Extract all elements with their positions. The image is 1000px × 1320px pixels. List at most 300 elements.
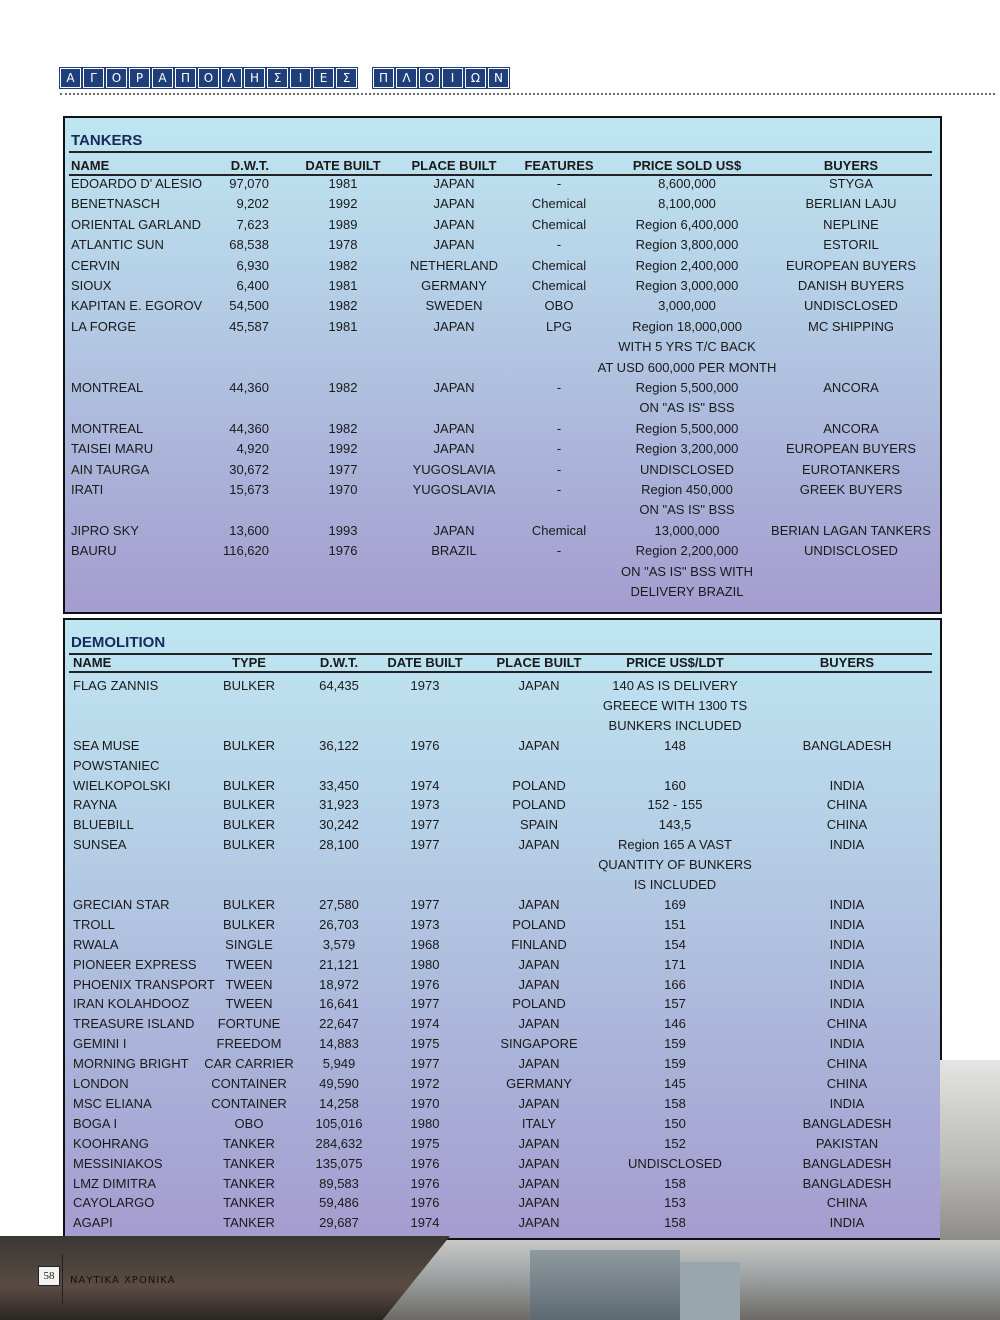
table-cell: 4,920 bbox=[236, 441, 269, 457]
table-cell: INDIA bbox=[829, 916, 865, 932]
table-cell: 16,641 bbox=[319, 996, 359, 1012]
table-cell: BULKER bbox=[222, 837, 276, 853]
table-cell: JAPAN bbox=[518, 837, 560, 853]
table-cell: WIELKOPOLSKI bbox=[73, 777, 171, 793]
truck-cab-image bbox=[680, 1262, 740, 1320]
table-cell: WITH 5 YRS T/C BACK bbox=[618, 339, 756, 355]
table-cell: TANKER bbox=[223, 1195, 275, 1211]
table-cell: JAPAN bbox=[518, 1215, 560, 1231]
table-cell: 166 bbox=[664, 976, 686, 992]
table-cell: LA FORGE bbox=[71, 318, 137, 334]
column-header: FEATURES bbox=[524, 158, 594, 173]
table-cell: EUROPEAN BUYERS bbox=[785, 441, 917, 457]
table-cell: GERMANY bbox=[506, 1076, 572, 1091]
table-cell: Region 6,400,000 bbox=[635, 216, 739, 232]
table-cell: INDIA bbox=[829, 777, 865, 793]
tankers-table bbox=[63, 116, 942, 614]
table-cell: 159 bbox=[664, 1056, 686, 1072]
table-cell: TWEEN bbox=[225, 996, 273, 1012]
table-cell: 1970 bbox=[328, 482, 358, 497]
table-cell: 1974 bbox=[410, 1215, 440, 1231]
table-cell: BENETNASCH bbox=[71, 196, 160, 212]
table-cell: FINLAND bbox=[511, 936, 567, 952]
table-cell: POLAND bbox=[512, 996, 566, 1012]
table-cell: ON "AS IS" BSS bbox=[639, 400, 735, 416]
table-cell: STYGA bbox=[828, 176, 874, 191]
table-cell: JAPAN bbox=[433, 522, 475, 538]
table-cell: MORNING BRIGHT bbox=[73, 1056, 189, 1072]
table-cell: 45,587 bbox=[229, 318, 269, 334]
table-cell: CHINA bbox=[826, 817, 868, 833]
table-cell: BAURU bbox=[71, 543, 117, 559]
header-letter-box: Ο bbox=[419, 68, 440, 88]
table-row bbox=[65, 582, 940, 602]
table-cell: POLAND bbox=[512, 797, 566, 813]
table-cell: SEA MUSE bbox=[73, 737, 140, 753]
table-cell: - bbox=[556, 543, 562, 559]
demolition-title: DEMOLITION bbox=[71, 634, 166, 651]
table-cell: TANKER bbox=[223, 1215, 275, 1231]
table-cell: 1977 bbox=[328, 461, 358, 477]
table-row bbox=[65, 1174, 940, 1194]
table-cell: - bbox=[556, 380, 562, 395]
table-cell: JAPAN bbox=[433, 176, 475, 191]
table-cell: JAPAN bbox=[518, 1056, 560, 1072]
header-letter-box: Ω bbox=[465, 68, 486, 88]
table-cell: 5,949 bbox=[322, 1056, 356, 1072]
table-cell: 1977 bbox=[410, 996, 440, 1012]
header-letter-box: Η bbox=[244, 68, 265, 88]
table-row bbox=[65, 460, 940, 480]
table-cell: 29,687 bbox=[319, 1215, 359, 1231]
table-cell: JAPAN bbox=[518, 1175, 560, 1191]
table-row bbox=[65, 378, 940, 398]
table-cell: 13,600 bbox=[229, 522, 269, 538]
table-cell: 30,672 bbox=[229, 461, 269, 477]
header-letter-box: Ο bbox=[198, 68, 219, 88]
table-cell: TREASURE ISLAND bbox=[73, 1016, 195, 1032]
table-cell: JAPAN bbox=[433, 441, 475, 457]
table-cell: PIONEER EXPRESS bbox=[73, 956, 197, 972]
header-letter-box: Λ bbox=[221, 68, 242, 88]
table-cell: YUGOSLAVIA bbox=[412, 482, 496, 497]
table-cell: 1989 bbox=[328, 216, 358, 232]
table-cell: 1976 bbox=[410, 1175, 440, 1191]
table-cell: UNDISCLOSED bbox=[804, 543, 898, 559]
table-cell: 148 bbox=[664, 737, 686, 753]
table-row bbox=[65, 815, 940, 835]
table-cell: 33,450 bbox=[319, 777, 359, 793]
table-row bbox=[65, 696, 940, 716]
table-cell: CAR CARRIER bbox=[204, 1056, 294, 1072]
table-cell: JAPAN bbox=[433, 237, 475, 253]
table-row bbox=[65, 994, 940, 1014]
table-cell: 6,400 bbox=[236, 278, 269, 293]
table-cell: EUROTANKERS bbox=[802, 461, 900, 477]
table-cell: BULKER bbox=[222, 678, 276, 693]
table-cell: CONTAINER bbox=[211, 1095, 287, 1111]
table-cell: 1973 bbox=[410, 797, 440, 813]
table-cell: 59,486 bbox=[319, 1195, 359, 1211]
table-row bbox=[65, 1134, 940, 1154]
table-cell: Chemical bbox=[531, 278, 587, 293]
table-cell: RWALA bbox=[73, 936, 119, 952]
table-cell: Region 3,800,000 bbox=[635, 237, 739, 253]
table-cell: JAPAN bbox=[518, 1135, 560, 1151]
table-cell: GERMANY bbox=[421, 278, 487, 293]
table-cell: Region 2,200,000 bbox=[635, 543, 739, 559]
table-cell: AGAPI bbox=[73, 1215, 113, 1231]
ship-hull-image bbox=[0, 1236, 450, 1320]
table-cell: PHOENIX TRANSPORT bbox=[73, 976, 215, 992]
table-cell: POLAND bbox=[512, 916, 566, 932]
table-row bbox=[65, 1193, 940, 1213]
table-cell: CONTAINER bbox=[211, 1076, 287, 1091]
table-cell: 1977 bbox=[410, 1056, 440, 1072]
table-cell: LPG bbox=[545, 318, 573, 334]
table-cell: Region 3,200,000 bbox=[635, 441, 739, 457]
table-cell: 152 - 155 bbox=[647, 797, 703, 813]
table-cell: SPAIN bbox=[519, 817, 559, 833]
table-cell: 7,623 bbox=[236, 216, 269, 232]
header-letter-box: Γ bbox=[83, 68, 104, 88]
table-cell: 1976 bbox=[410, 737, 440, 753]
table-cell: Region 450,000 bbox=[641, 482, 733, 497]
table-cell: 145 bbox=[664, 1076, 686, 1091]
tankers-header-row bbox=[65, 156, 940, 176]
table-cell: SINGLE bbox=[225, 936, 273, 952]
table-cell: UNDISCLOSED bbox=[804, 298, 898, 314]
table-cell: UNDISCLOSED bbox=[628, 1155, 722, 1171]
table-cell: BANGLADESH bbox=[802, 1175, 892, 1191]
table-cell: 8,100,000 bbox=[658, 196, 716, 212]
table-cell: 1968 bbox=[410, 936, 440, 952]
table-cell: JAPAN bbox=[433, 216, 475, 232]
table-cell: BULKER bbox=[222, 817, 276, 833]
table-cell: BLUEBILL bbox=[73, 817, 134, 833]
table-cell: JAPAN bbox=[518, 896, 560, 912]
header-letter-box: Ι bbox=[442, 68, 463, 88]
header-letter-box: Π bbox=[175, 68, 196, 88]
table-cell: 31,923 bbox=[319, 797, 359, 813]
table-cell: BULKER bbox=[222, 916, 276, 932]
table-row bbox=[65, 835, 940, 855]
table-cell: SINGAPORE bbox=[500, 1036, 578, 1052]
table-cell: SWEDEN bbox=[425, 298, 483, 314]
table-row bbox=[65, 235, 940, 255]
table-cell: 1977 bbox=[410, 837, 440, 853]
table-cell: 3,579 bbox=[322, 936, 356, 952]
table-cell: BANGLADESH bbox=[802, 1155, 892, 1171]
magazine-name: ΝΑΥΤΙΚΑ ΧΡΟΝΙΚΑ bbox=[70, 1275, 176, 1286]
table-cell: - bbox=[556, 420, 562, 436]
table-row bbox=[65, 1114, 940, 1134]
table-cell: Region 165 A VAST bbox=[618, 837, 732, 853]
table-cell: JAPAN bbox=[518, 1095, 560, 1111]
truck-image bbox=[530, 1250, 680, 1320]
table-cell: RAYNA bbox=[73, 797, 117, 813]
header-letter-box: Α bbox=[60, 68, 81, 88]
table-cell: 105,016 bbox=[315, 1115, 363, 1131]
table-cell: 157 bbox=[664, 996, 686, 1012]
table-cell: JAPAN bbox=[518, 737, 560, 753]
table-cell: KOOHRANG bbox=[73, 1135, 149, 1151]
table-cell: 1982 bbox=[328, 257, 358, 273]
table-cell: Region 5,500,000 bbox=[635, 420, 739, 436]
table-cell: CHINA bbox=[826, 1076, 868, 1091]
table-row bbox=[65, 419, 940, 439]
table-cell: 1993 bbox=[328, 522, 358, 538]
table-cell: GREECE WITH 1300 TS bbox=[602, 697, 748, 713]
column-header: BUYERS bbox=[823, 158, 879, 173]
table-cell: CERVIN bbox=[71, 257, 120, 273]
column-header: BUYERS bbox=[819, 655, 875, 670]
table-cell: INDIA bbox=[829, 956, 865, 972]
table-cell: JAPAN bbox=[518, 1195, 560, 1211]
table-cell: BULKER bbox=[222, 797, 276, 813]
table-cell: 1974 bbox=[410, 777, 440, 793]
table-cell: BULKER bbox=[222, 737, 276, 753]
column-header: DATE BUILT bbox=[305, 158, 381, 173]
table-cell: 1970 bbox=[410, 1095, 440, 1111]
table-cell: BULKER bbox=[222, 896, 276, 912]
table-cell: LONDON bbox=[73, 1076, 129, 1091]
table-row bbox=[65, 521, 940, 541]
table-row bbox=[65, 776, 940, 796]
table-cell: 89,583 bbox=[319, 1175, 359, 1191]
header-letter-box: Ν bbox=[488, 68, 509, 88]
table-cell: 1975 bbox=[410, 1036, 440, 1052]
table-cell: 1973 bbox=[410, 678, 440, 693]
table-cell: ANCORA bbox=[823, 420, 879, 436]
table-cell: 1976 bbox=[410, 1155, 440, 1171]
table-cell: 64,435 bbox=[319, 678, 359, 693]
table-cell: Region 5,500,000 bbox=[635, 380, 739, 395]
table-cell: 27,580 bbox=[319, 896, 359, 912]
table-cell: 1981 bbox=[328, 278, 358, 293]
table-cell: Region 18,000,000 bbox=[632, 318, 742, 334]
table-cell: 152 bbox=[664, 1135, 686, 1151]
table-cell: TANKER bbox=[223, 1175, 275, 1191]
table-cell: - bbox=[556, 461, 562, 477]
table-row bbox=[65, 1154, 940, 1174]
table-row bbox=[65, 174, 940, 194]
table-cell: 14,258 bbox=[319, 1095, 359, 1111]
table-row bbox=[65, 1014, 940, 1034]
table-cell: CHINA bbox=[826, 797, 868, 813]
table-cell: 158 bbox=[664, 1095, 686, 1111]
table-cell: BOGA I bbox=[73, 1115, 118, 1131]
column-header: TYPE bbox=[232, 655, 266, 670]
table-cell: BULKER bbox=[222, 777, 276, 793]
table-cell: IRATI bbox=[71, 482, 104, 497]
table-cell: JAPAN bbox=[518, 1016, 560, 1032]
table-cell: MSC ELIANA bbox=[73, 1095, 152, 1111]
table-cell: TWEEN bbox=[225, 956, 273, 972]
table-row bbox=[65, 439, 940, 459]
table-cell: 6,930 bbox=[236, 257, 269, 273]
table-cell: JAPAN bbox=[433, 420, 475, 436]
table-cell: CHINA bbox=[826, 1056, 868, 1072]
column-header: PRICE SOLD US$ bbox=[632, 158, 742, 173]
table-row bbox=[65, 1054, 940, 1074]
column-header: NAME bbox=[71, 158, 110, 173]
table-row bbox=[65, 915, 940, 935]
table-cell: CHINA bbox=[826, 1016, 868, 1032]
table-cell: 1981 bbox=[328, 318, 358, 334]
table-cell: LMZ DIMITRA bbox=[73, 1175, 157, 1191]
table-cell: 22,647 bbox=[319, 1016, 359, 1032]
table-cell: 135,075 bbox=[315, 1155, 363, 1171]
table-cell: 3,000,000 bbox=[658, 298, 716, 314]
table-cell: ON "AS IS" BSS WITH bbox=[620, 563, 754, 579]
table-cell: DANISH BUYERS bbox=[797, 278, 905, 293]
table-cell: FORTUNE bbox=[217, 1016, 281, 1032]
table-cell: 1974 bbox=[410, 1016, 440, 1032]
table-cell: 284,632 bbox=[315, 1135, 363, 1151]
table-cell: GEMINI I bbox=[73, 1036, 127, 1052]
table-cell: PAKISTAN bbox=[815, 1135, 879, 1151]
table-cell: ESTORIL bbox=[823, 237, 879, 253]
table-row bbox=[65, 500, 940, 520]
table-cell: 36,122 bbox=[319, 737, 359, 753]
footer-divider bbox=[62, 1254, 63, 1304]
table-cell: TANKER bbox=[223, 1135, 275, 1151]
table-cell: BRAZIL bbox=[431, 543, 477, 559]
table-cell: 1977 bbox=[410, 817, 440, 833]
table-row bbox=[65, 256, 940, 276]
table-cell: 9,202 bbox=[236, 196, 269, 212]
section-header bbox=[60, 68, 511, 88]
table-row bbox=[65, 317, 940, 337]
table-row bbox=[65, 676, 940, 696]
table-row bbox=[65, 716, 940, 736]
table-cell: 1981 bbox=[328, 176, 358, 191]
table-cell: 26,703 bbox=[319, 916, 359, 932]
table-cell: BANGLADESH bbox=[802, 737, 892, 753]
table-cell: 1972 bbox=[410, 1076, 440, 1091]
column-header: DATE BUILT bbox=[387, 655, 463, 670]
table-cell: NETHERLAND bbox=[409, 257, 499, 273]
table-cell: POLAND bbox=[512, 777, 566, 793]
table-cell: IS INCLUDED bbox=[633, 877, 717, 892]
table-row bbox=[65, 194, 940, 214]
table-row bbox=[65, 358, 940, 378]
table-cell: JAPAN bbox=[433, 196, 475, 212]
table-cell: 116,620 bbox=[222, 543, 269, 559]
table-cell: ATLANTIC SUN bbox=[71, 237, 164, 253]
table-row bbox=[65, 215, 940, 235]
table-cell: Region 2,400,000 bbox=[635, 257, 739, 273]
header-letter-box: Ρ bbox=[129, 68, 150, 88]
table-cell: 1978 bbox=[328, 237, 358, 253]
demolition-table bbox=[63, 618, 942, 1240]
table-cell: 160 bbox=[664, 777, 686, 793]
table-cell: ITALY bbox=[521, 1115, 557, 1131]
table-cell: ANCORA bbox=[823, 380, 879, 395]
header-letter-box: Ε bbox=[313, 68, 334, 88]
table-cell: Region 3,000,000 bbox=[635, 278, 739, 293]
table-cell: INDIA bbox=[829, 1036, 865, 1052]
table-row bbox=[65, 955, 940, 975]
table-cell: Chemical bbox=[531, 196, 587, 212]
table-cell: JAPAN bbox=[433, 318, 475, 334]
table-row bbox=[65, 480, 940, 500]
header-letter-box: Α bbox=[152, 68, 173, 88]
table-row bbox=[65, 541, 940, 561]
column-header: PLACE BUILT bbox=[411, 158, 497, 173]
table-cell: 44,360 bbox=[229, 380, 269, 395]
column-header: D.W.T. bbox=[230, 158, 269, 173]
table-cell: 169 bbox=[664, 896, 686, 912]
table-cell: - bbox=[556, 176, 562, 191]
table-cell: 151 bbox=[664, 916, 686, 932]
table-cell: INDIA bbox=[829, 896, 865, 912]
table-cell: IRAN KOLAHDOOZ bbox=[73, 996, 190, 1012]
table-cell: 146 bbox=[664, 1016, 686, 1032]
header-letter-box: Π bbox=[373, 68, 394, 88]
table-row bbox=[65, 935, 940, 955]
table-row bbox=[65, 337, 940, 357]
table-cell: INDIA bbox=[829, 996, 865, 1012]
table-cell: INDIA bbox=[829, 837, 865, 853]
table-cell: BUNKERS INCLUDED bbox=[608, 717, 742, 733]
table-cell: 1973 bbox=[410, 916, 440, 932]
table-cell: 28,100 bbox=[319, 837, 359, 853]
table-cell: BERIAN LAGAN TANKERS bbox=[771, 522, 931, 538]
table-cell: 68,538 bbox=[229, 237, 269, 253]
table-row bbox=[65, 975, 940, 995]
table-cell: EUROPEAN BUYERS bbox=[785, 257, 917, 273]
table-cell: JAPAN bbox=[518, 1155, 560, 1171]
table-cell: 97,070 bbox=[229, 176, 269, 191]
table-cell: JAPAN bbox=[433, 380, 475, 395]
table-row bbox=[65, 1094, 940, 1114]
table-cell: 8,600,000 bbox=[658, 176, 716, 191]
table-cell: EDOARDO D' ALESIO bbox=[71, 176, 203, 191]
table-row bbox=[65, 855, 940, 875]
table-cell: 159 bbox=[664, 1036, 686, 1052]
column-header: PLACE BUILT bbox=[496, 655, 582, 670]
table-cell: 54,500 bbox=[229, 298, 269, 314]
table-cell: 150 bbox=[664, 1115, 686, 1131]
table-cell: 154 bbox=[664, 936, 686, 952]
table-cell: BANGLADESH bbox=[802, 1115, 892, 1131]
column-header: PRICE US$/LDT bbox=[626, 655, 724, 670]
table-cell: BERLIAN LAJU bbox=[805, 196, 897, 212]
table-cell: ORIENTAL GARLAND bbox=[71, 216, 202, 232]
table-cell: KAPITAN E. EGOROV bbox=[71, 298, 203, 314]
table-cell: TAISEI MARU bbox=[71, 441, 154, 457]
table-cell: INDIA bbox=[829, 976, 865, 992]
table-cell: 21,121 bbox=[319, 956, 359, 972]
table-row bbox=[65, 1213, 940, 1233]
table-cell: INDIA bbox=[829, 1215, 865, 1231]
table-cell: UNDISCLOSED bbox=[640, 461, 734, 477]
table-cell: 143,5 bbox=[658, 817, 692, 833]
harbour-photo-side bbox=[940, 1060, 1000, 1240]
table-cell: 153 bbox=[664, 1195, 686, 1211]
table-cell: OBO bbox=[234, 1115, 264, 1131]
table-cell: 1982 bbox=[328, 420, 358, 436]
table-cell: Chemical bbox=[531, 257, 587, 273]
table-cell: 13,000,000 bbox=[654, 522, 720, 538]
table-cell: TROLL bbox=[73, 916, 115, 932]
table-cell: 1980 bbox=[410, 1115, 440, 1131]
table-cell: JIPRO SKY bbox=[71, 522, 139, 538]
page-number: 58 bbox=[38, 1266, 60, 1286]
table-cell: 140 AS IS DELIVERY bbox=[612, 678, 738, 693]
